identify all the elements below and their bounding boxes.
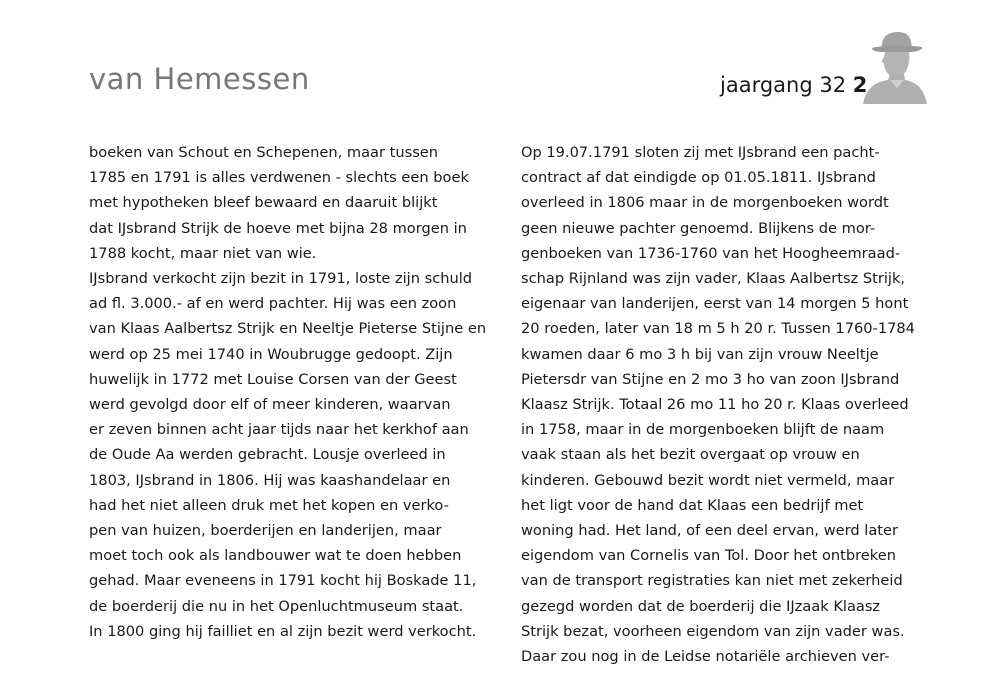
text-line: Pietersdr van Stijne en 2 mo 3 ho van zoon IJsbrand (521, 370, 900, 388)
text-line: kinderen. Gebouwd bezit wordt niet vermeld, maar (521, 471, 895, 489)
text-line: 1788 kocht, maar niet van wie. (89, 244, 317, 262)
text-line: In 1800 ging hij failliet en al zijn bezit werd verkocht. (89, 622, 477, 640)
text-line: 20 roeden, later van 18 m 5 h 20 r. Tussen 1760-1784 (521, 320, 915, 338)
text-line: ad fl. 3.000.- af en werd pachter. Hij was een zoon (89, 295, 457, 313)
text-line: contract af dat eindigde op 01.05.1811. IJsbrand (521, 169, 876, 187)
text-line: Daar zou nog in de Leidse notariële archieven ver- (521, 648, 890, 666)
text-line: Klaasz Strijk. Totaal 26 mo 11 ho 20 r. Klaas overleed (521, 396, 909, 414)
text-line: Strijk bezat, voorheen eigendom van zijn vader was. (521, 622, 905, 640)
text-line: gehad. Maar eveneens in 1791 kocht hij Boskade 11, (89, 572, 477, 590)
text-line: eigenaar van landerijen, eerst van 14 morgen 5 hont (521, 295, 909, 313)
issue-volume: jaargang 32 (720, 73, 847, 97)
text-line: genboeken van 1736-1760 van het Hoogheemraad- (521, 244, 901, 262)
text-line: moet toch ook als landbouwer wat te doen hebben (89, 547, 462, 565)
text-line: van Klaas Aalbertsz Strijk en Neeltje Pieterse Stijne en (89, 320, 487, 338)
text-line: het ligt voor de hand dat Klaas een bedrijf met (521, 496, 864, 514)
text-line: werd gevolgd door elf of meer kinderen, waarvan (89, 396, 451, 414)
text-line: de boerderij die nu in het Openluchtmuseum staat. (89, 597, 464, 615)
page-title: van Hemessen (89, 62, 310, 96)
text-line: IJsbrand verkocht zijn bezit in 1791, loste zijn schuld (89, 270, 473, 288)
text-line: Op 19.07.1791 sloten zij met IJsbrand een pacht- (521, 144, 880, 161)
text-line: werd op 25 mei 1740 in Woubrugge gedoopt. Zijn (89, 345, 453, 363)
text-column-right (521, 140, 921, 669)
text-line: huwelijk in 1772 met Louise Corsen van der Geest (89, 370, 457, 388)
text-column-left (89, 140, 487, 644)
text-line: boeken van Schout en Schepenen, maar tussen (89, 144, 439, 161)
text-line: pen van huizen, boerderijen en landerijen, maar (89, 522, 442, 540)
text-line: 1785 en 1791 is alles verdwenen - slechts een boek (89, 169, 469, 187)
text-line: overleed in 1806 maar in de morgenboeken wordt (521, 194, 889, 212)
text-line: gezegd worden dat de boerderij die IJzaak Klaasz (521, 597, 881, 615)
text-line: met hypotheken bleef bewaard en daaruit blijkt (89, 194, 438, 212)
text-line: van de transport registraties kan niet met zekerheid (521, 572, 903, 590)
text-line: geen nieuwe pachter genoemd. Blijkens de mor- (521, 219, 876, 237)
text-line: eigendom van Cornelis van Tol. Door het ontbreken (521, 547, 896, 565)
text-line: kwamen daar 6 mo 3 h bij van zijn vrouw Neeltje (521, 345, 879, 363)
text-line: had het niet alleen druk met het kopen en verko- (89, 496, 449, 514)
text-line: er zeven binnen acht jaar tijds naar het kerkhof aan (89, 421, 469, 439)
text-line: dat IJsbrand Strijk de hoeve met bijna 28 morgen in (89, 219, 467, 237)
text-line: vaak staan als het bezit overgaat op vrouw en (521, 446, 860, 464)
issue-number: 2 (852, 73, 868, 97)
man-with-hat-silhouette-icon (860, 28, 930, 104)
text-line: in 1758, maar in de morgenboeken blijft de naam (521, 421, 885, 439)
text-line: 1803, IJsbrand in 1806. Hij was kaashandelaar en (89, 471, 451, 489)
text-line: woning had. Het land, of een deel ervan, werd later (521, 522, 898, 540)
text-line: de Oude Aa werden gebracht. Lousje overleed in (89, 446, 446, 464)
issue-label (720, 73, 867, 97)
text-line: schap Rijnland was zijn vader, Klaas Aalbertsz Strijk, (521, 270, 906, 288)
